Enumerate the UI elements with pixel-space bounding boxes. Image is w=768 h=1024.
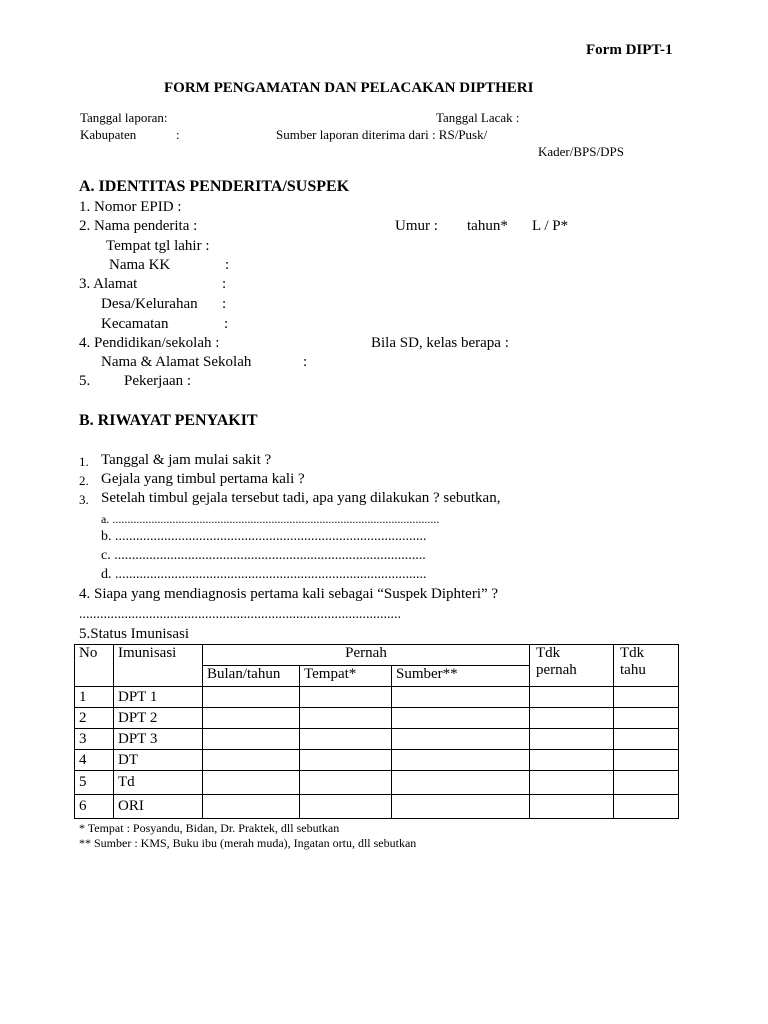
cell-imunisasi: DT bbox=[114, 750, 203, 771]
alamat-label: 3. Alamat bbox=[79, 276, 138, 292]
cell-no: 4 bbox=[75, 750, 114, 771]
cell-imunisasi: DPT 3 bbox=[114, 729, 203, 750]
cell-no: 6 bbox=[75, 795, 114, 819]
form-code: Form DIPT-1 bbox=[586, 42, 673, 58]
cell-tdk-pernah[interactable] bbox=[530, 708, 614, 729]
page-title: FORM PENGAMATAN DAN PELACAKAN DIPTHERI bbox=[164, 80, 534, 96]
alamat-colon: : bbox=[222, 276, 227, 292]
cell-tdk-tahu[interactable] bbox=[614, 771, 679, 795]
desa-kelurahan-colon: : bbox=[222, 296, 227, 312]
tempat-tgl-lahir-label: Tempat tgl lahir : bbox=[106, 238, 210, 254]
cell-sumber[interactable] bbox=[392, 687, 530, 708]
header-tdk-pernah-line1: Tdk bbox=[536, 645, 561, 661]
cell-tempat[interactable] bbox=[300, 750, 392, 771]
cell-sumber[interactable] bbox=[392, 771, 530, 795]
pendidikan-label: 4. Pendidikan/sekolah : bbox=[79, 335, 220, 351]
cell-tempat[interactable] bbox=[300, 708, 392, 729]
answer-line-b: b. ......................................................................................... bbox=[101, 529, 427, 544]
kecamatan-label: Kecamatan bbox=[101, 316, 169, 332]
header-tempat: Tempat* bbox=[300, 666, 392, 687]
header-tdk-tahu bbox=[614, 645, 679, 687]
cell-tempat[interactable] bbox=[300, 795, 392, 819]
cell-no: 3 bbox=[75, 729, 114, 750]
header-no: No bbox=[75, 645, 114, 687]
kabupaten-label: Kabupaten bbox=[80, 127, 137, 142]
cell-tdk-tahu[interactable] bbox=[614, 750, 679, 771]
header-tdk-pernah-line2: pernah bbox=[536, 662, 577, 678]
immunization-table bbox=[74, 644, 679, 819]
cell-sumber[interactable] bbox=[392, 729, 530, 750]
table-row bbox=[75, 729, 679, 750]
nomor-epid-label: 1. Nomor EPID : bbox=[79, 199, 182, 215]
table-row bbox=[75, 750, 679, 771]
status-imunisasi-label: 5.Status Imunisasi bbox=[79, 626, 190, 642]
sumber-laporan-continued: Kader/BPS/DPS bbox=[538, 144, 624, 159]
tanggal-lacak-label: Tanggal Lacak : bbox=[436, 110, 520, 125]
cell-bulan-tahun[interactable] bbox=[203, 795, 300, 819]
pekerjaan-number: 5. bbox=[79, 373, 91, 389]
cell-imunisasi: DPT 2 bbox=[114, 708, 203, 729]
q3-number: 3. bbox=[79, 492, 89, 507]
header-sumber: Sumber** bbox=[392, 666, 530, 687]
cell-sumber[interactable] bbox=[392, 750, 530, 771]
kabupaten-colon: : bbox=[176, 127, 180, 142]
q4-answer-line: ............................................................................................ bbox=[79, 607, 401, 622]
bila-sd-label: Bila SD, kelas berapa : bbox=[371, 335, 509, 351]
tanggal-laporan-label: Tanggal laporan: bbox=[80, 110, 168, 125]
cell-bulan-tahun[interactable] bbox=[203, 687, 300, 708]
header-tdk-tahu-line2: tahu bbox=[620, 662, 646, 678]
cell-sumber[interactable] bbox=[392, 708, 530, 729]
cell-no: 1 bbox=[75, 687, 114, 708]
cell-tdk-pernah[interactable] bbox=[530, 729, 614, 750]
sumber-laporan-label: Sumber laporan diterima dari : RS/Pusk/ bbox=[276, 127, 488, 142]
q1-label: Tanggal & jam mulai sakit ? bbox=[101, 452, 272, 468]
cell-tdk-tahu[interactable] bbox=[614, 708, 679, 729]
cell-sumber[interactable] bbox=[392, 795, 530, 819]
table-row bbox=[75, 795, 679, 819]
cell-bulan-tahun[interactable] bbox=[203, 708, 300, 729]
section-a-heading: A. IDENTITAS PENDERITA/SUSPEK bbox=[79, 178, 350, 195]
cell-tempat[interactable] bbox=[300, 687, 392, 708]
footnote-sumber: ** Sumber : KMS, Buku ibu (merah muda), Ingatan ortu, dll sebutkan bbox=[79, 836, 417, 850]
nama-alamat-sekolah-label: Nama & Alamat Sekolah bbox=[101, 354, 252, 370]
cell-bulan-tahun[interactable] bbox=[203, 771, 300, 795]
answer-line-d: d. ......................................................................................... bbox=[101, 567, 427, 582]
cell-imunisasi: ORI bbox=[114, 795, 203, 819]
nama-penderita-label: 2. Nama penderita : bbox=[79, 218, 198, 234]
header-imunisasi: Imunisasi bbox=[114, 645, 203, 687]
header-tdk-tahu-line1: Tdk bbox=[620, 645, 645, 661]
table-row bbox=[75, 708, 679, 729]
nama-alamat-sekolah-colon: : bbox=[303, 354, 308, 370]
cell-tdk-tahu[interactable] bbox=[614, 729, 679, 750]
cell-tdk-pernah[interactable] bbox=[530, 771, 614, 795]
cell-tempat[interactable] bbox=[300, 771, 392, 795]
cell-imunisasi: DPT 1 bbox=[114, 687, 203, 708]
header-pernah: Pernah bbox=[203, 645, 530, 666]
q4-label: 4. Siapa yang mendiagnosis pertama kali sebagai “Suspek Diphteri” ? bbox=[79, 586, 499, 602]
cell-bulan-tahun[interactable] bbox=[203, 729, 300, 750]
umur-label: Umur : bbox=[395, 218, 438, 234]
header-bulan-tahun: Bulan/tahun bbox=[203, 666, 300, 687]
cell-no: 2 bbox=[75, 708, 114, 729]
q1-number: 1. bbox=[79, 454, 89, 469]
cell-no: 5 bbox=[75, 771, 114, 795]
header-tdk-pernah bbox=[530, 645, 614, 687]
nama-kk-label: Nama KK bbox=[109, 257, 171, 273]
nama-kk-colon: : bbox=[225, 257, 230, 273]
tahun-label: tahun* bbox=[467, 218, 508, 234]
kecamatan-colon: : bbox=[224, 316, 229, 332]
cell-tdk-tahu[interactable] bbox=[614, 687, 679, 708]
cell-tempat[interactable] bbox=[300, 729, 392, 750]
cell-tdk-pernah[interactable] bbox=[530, 795, 614, 819]
answer-line-a: a. ............................................................................................................. bbox=[101, 512, 440, 526]
cell-tdk-tahu[interactable] bbox=[614, 795, 679, 819]
cell-tdk-pernah[interactable] bbox=[530, 750, 614, 771]
section-b-heading: B. RIWAYAT PENYAKIT bbox=[79, 412, 258, 429]
cell-bulan-tahun[interactable] bbox=[203, 750, 300, 771]
desa-kelurahan-label: Desa/Kelurahan bbox=[101, 296, 198, 312]
q3-label: Setelah timbul gejala tersebut tadi, apa yang dilakukan ? sebutkan, bbox=[101, 490, 501, 506]
table-row bbox=[75, 771, 679, 795]
pekerjaan-label: Pekerjaan : bbox=[124, 373, 192, 389]
q2-label: Gejala yang timbul pertama kali ? bbox=[101, 471, 305, 487]
cell-imunisasi: Td bbox=[114, 771, 203, 795]
table-row bbox=[75, 687, 679, 708]
cell-tdk-pernah[interactable] bbox=[530, 687, 614, 708]
jenis-kelamin-label: L / P* bbox=[532, 218, 569, 234]
q2-number: 2. bbox=[79, 473, 89, 488]
footnote-tempat: * Tempat : Posyandu, Bidan, Dr. Praktek, dll sebutkan bbox=[79, 821, 340, 835]
answer-line-c: c. ......................................................................................... bbox=[101, 548, 426, 563]
